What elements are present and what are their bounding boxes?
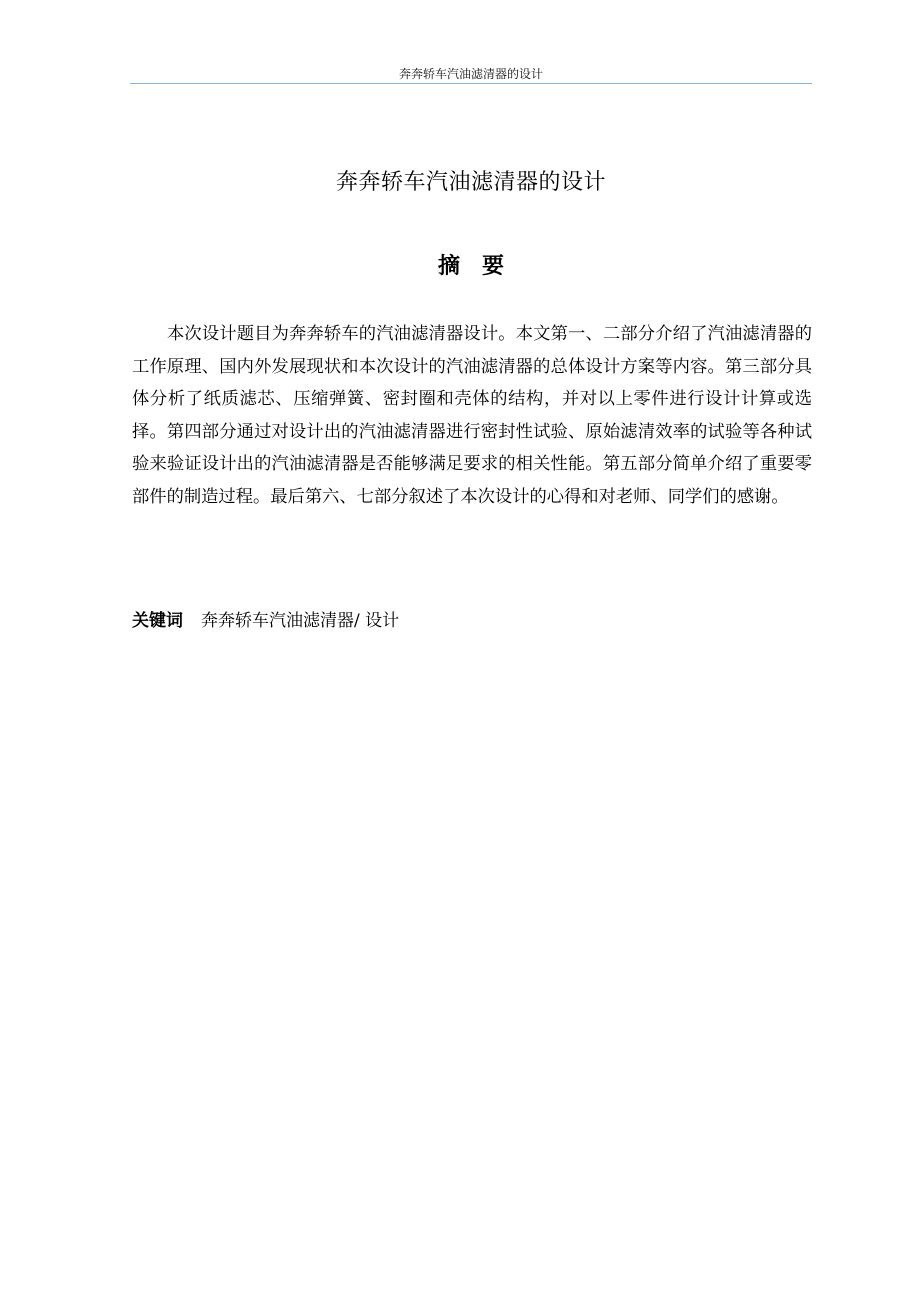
abstract-body: 本次设计题目为奔奔轿车的汽油滤清器设计。本文第一、二部分介绍了汽油滤清器的工作原理、国内外发展现状和本次设计的汽油滤清器的总体设计方案等内容。第三部分具体分析了纸质滤芯、压缩弹簧、密封圈和壳体的结构，并对以上零件进行设计计算或选择。第四部分通过对设计出的汽油滤清器进行密封性试验、原始滤清效率的试验等各种试验来验证设计出的汽油滤清器是否能够满足要求的相关性能。第五部分简单介绍了重要零部件的制造过程。最后第六、七部分叙述了本次设计的心得和对老师、同学们的感谢。 [132, 324, 812, 507]
abstract-heading: 摘要 [437, 254, 526, 279]
keywords-line [132, 607, 812, 635]
keywords-value: 奔奔轿车汽油滤清器/ 设计 [201, 611, 400, 631]
running-header: 奔奔轿车汽油滤清器的设计 [398, 67, 543, 81]
header-rule [130, 83, 812, 84]
keywords-label: 关键词 [132, 611, 183, 631]
document-title: 奔奔轿车汽油滤清器的设计 [335, 170, 606, 195]
